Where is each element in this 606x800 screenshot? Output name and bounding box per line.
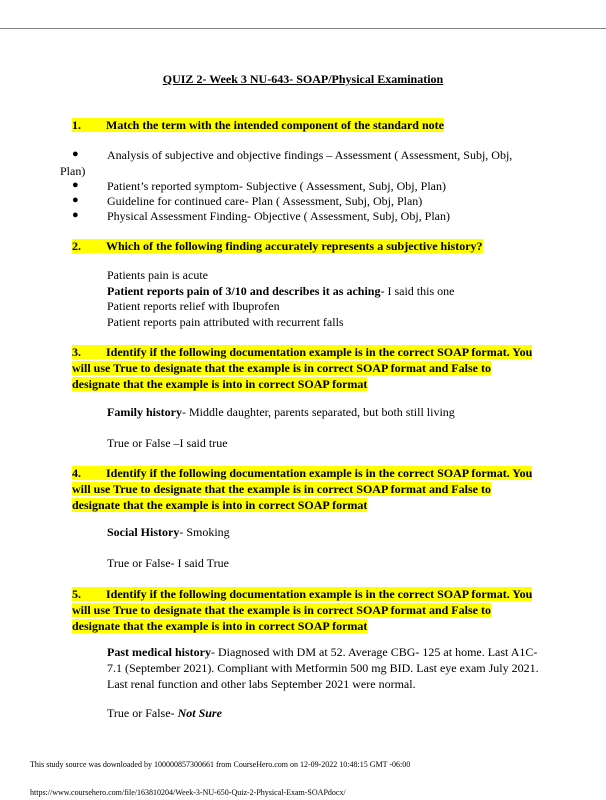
- source-url: https://www.coursehero.com/file/163810204/Week-3-NU-650-Quiz-2-Physical-Exam-SOAPdocx/: [30, 788, 346, 797]
- uncertain-answer: Not Sure: [177, 706, 222, 720]
- bullet-icon: ●: [72, 194, 79, 206]
- bullet-text: Patient’s reported symptom- Subjective ( Assessment, Subj, Obj, Plan): [107, 179, 446, 193]
- documentation-example: Past medical history- Diagnosed with DM at 52. Average CBG- 125 at home. Last A1C-: [107, 645, 538, 659]
- bullet-icon: ●: [72, 148, 79, 160]
- top-rule: [0, 28, 606, 29]
- question-number: 3.: [72, 345, 81, 359]
- answer-text: True or False- I said True: [107, 556, 229, 570]
- question-number: 5.: [72, 587, 81, 601]
- question-number: 1.: [72, 118, 81, 132]
- answer-option: Patients pain is acute: [107, 268, 208, 282]
- bullet-text: Analysis of subjective and objective findings – Assessment ( Assessment, Subj, Obj,: [107, 148, 513, 162]
- question-text: Which of the following finding accurately represents a subjective history?: [106, 239, 483, 253]
- bullet-icon: ●: [72, 179, 79, 191]
- documentation-example: Family history- Middle daughter, parents separated, but both still living: [107, 405, 455, 419]
- download-notice: This study source was downloaded by 100000857300661 from CourseHero.com on 12-09-2022 10:48:15 GMT -06:00: [30, 760, 411, 769]
- answer-text: True or False- Not Sure: [107, 706, 222, 720]
- answer-option: Patient reports relief with Ibuprofen: [107, 299, 280, 313]
- bullet-text: Guideline for continued care- Plan ( Assessment, Subj, Obj, Plan): [107, 194, 423, 208]
- answer-text: True or False –I said true: [107, 436, 228, 450]
- question-number: 4.: [72, 466, 81, 480]
- documentation-example-continuation: 7.1 (September 2021). Compliant with Metformin 500 mg BID. Last eye exam July 2021.: [107, 661, 539, 675]
- documentation-example-continuation: Last renal function and other labs September 2021 were normal.: [107, 677, 416, 691]
- answer-option: Patient reports pain attributed with recurrent falls: [107, 315, 344, 329]
- bullet-text: Physical Assessment Finding- Objective ( Assessment, Subj, Obj, Plan): [107, 209, 450, 223]
- question-5-heading: 5. Identify if the following documentation example is in the correct SOAP format. You will use True to designate that the example is in correct SOAP format and False to designate that the example is into in correct SOAP format: [72, 587, 533, 633]
- bullet-text-continuation: Plan): [60, 164, 86, 178]
- question-2-heading: [72, 238, 537, 254]
- documentation-example: Social History- Smoking: [107, 525, 230, 539]
- question-4-heading: 4. Identify if the following documentation example is in the correct SOAP format. You will use True to designate that the example is in correct SOAP format and False to designate that the example is into in correct SOAP format: [72, 466, 533, 512]
- page-title: QUIZ 2- Week 3 NU-643- SOAP/Physical Examination: [162, 72, 444, 86]
- question-3-heading: 3. Identify if the following documentation example is in the correct SOAP format. You will use True to designate that the example is in correct SOAP format and False to designate that the example is into in correct SOAP format: [72, 345, 533, 391]
- question-number: 2.: [72, 239, 81, 253]
- selected-option-text: Patient reports pain of 3/10 and describes it as aching: [107, 284, 381, 298]
- question-1-heading: [72, 117, 537, 133]
- bullet-icon: ●: [72, 209, 79, 221]
- question-text: Match the term with the intended component of the standard note: [106, 118, 444, 132]
- answer-option: Patient reports pain of 3/10 and describes it as aching- I said this one: [107, 284, 455, 298]
